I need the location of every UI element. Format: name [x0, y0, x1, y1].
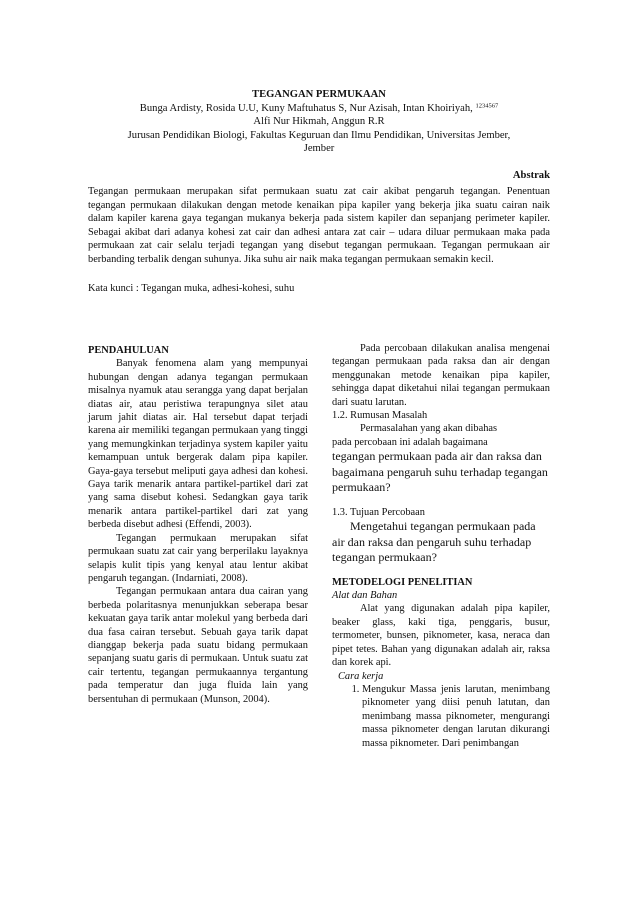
keywords: Kata kunci : Tegangan muka, adhesi-kohesi, suhu [88, 283, 295, 294]
subsection-heading-tujuan: 1.3. Tujuan Percobaan [332, 506, 425, 518]
paragraph: Mengetahui tegangan permukaan pada air dan raksa dan pengaruh suhu terhadap tegangan permukaan? [332, 519, 536, 565]
paper-header [88, 88, 550, 156]
subsection-heading-rumusan: 1.2. Rumusan Masalah [332, 410, 428, 422]
list-item: 1. Mengukur Massa jenis larutan, menimbang piknometer yang diisi penuh latutan, dan menimbang massa piknometer, mengurangi massa piknometer dengan larutan dikurangi massa piknometer. Dari penimbangan [362, 683, 550, 750]
paragraph: Banyak fenomena alam yang mempunyai hubungan dengan adanya tegangan permukaan misalnya nyamuk atau serangga yang dapat berjalan diatas air, atau peristiwa terapungnya silet atau jarum jahit diatas air. Hal tersebut dapat terjadi karena air memiliki tegangan permukaan yang tinggi yang memungkinkan terjadinya system kapiler yaitu kemampuan untuk bergerak dalam pipa kapiler. Gaya-gaya tersebut meliputi gaya adhesi dan kohesi. Gaya tarik menarik antara partikel-partikel dari zat yang sama disebut kohesi. Sedangkan gaya tarik menarik antara partikel-partikel dari zat yang berbeda disebut adhesi (Effendi, 2003). [88, 358, 308, 531]
paragraph: Pada percobaan dilakukan analisa mengenai tegangan permukaan pada raksa dan air dengan menggunakan metode kenaikan pipa kapiler, sehingga dapat diketahui nilai tegangan permukaan dari suatu larutan. [332, 343, 550, 408]
paragraph: pada percobaan ini adalah bagaimana [332, 436, 488, 448]
paragraph: Tegangan permukaan merupakan sifat permukaan suatu zat cair yang berperilaku layaknya selapis kulit tipis yang kenyal atau lentur akibat pengaruh tegangan. (Indarniati, 2008). [88, 532, 308, 584]
paragraph: Tegangan permukaan antara dua cairan yang berbeda polaritasnya menunjukkan seberapa besar kekuatan gaya tarik antar molekul yang berbeda dari dua fasa cairan tersebut. Sebuah gaya tarik dapat dianggap bekerja pada suatu bidang permukaan sepanjang suatu garis di permukaan. Untuk suatu zat cair tertentu, tegangan permukaannya tergantung pada temperatur dan juga fluida lain yang bersentuhan di permukaan (Munson, 2004). [88, 586, 308, 705]
authors-line-2: Alfi Nur Hikmah, Anggun R.R [253, 116, 385, 127]
abstract-text: Tegangan permukaan merupakan sifat permukaan suatu zat cair akibat pengaruh tegangan. Penentuan tegangan permukaan dilakukan dengan metode kenaikan pipa kapiler yang bekerja jika suatu cairan naik dalam kapiler karena gaya tegangan mukanya bekerja pada sistem kapiler dan sepanjang perimeter kapiler. Sebagai akibat dari adanya kohesi zat cair dan adhesi antara zat cair – udara diluar permukaan maka pada permukaan zat cair selalu terjadi tegangan yang disebut tegangan permukaan. Tegangan permukaan air berbanding terbalik dengan suhunya. Jika suhu air naik maka tegangan permukaan semakin kecil. [88, 186, 550, 265]
authors [88, 102, 550, 116]
right-column [332, 342, 550, 750]
section-heading-pendahuluan: PENDAHULUAN [88, 345, 169, 356]
affiliation-line-2: Jember [303, 143, 335, 154]
abstract-heading: Abstrak [512, 170, 550, 181]
left-column [88, 344, 308, 706]
paragraph: Alat yang digunakan adalah pipa kapiler, beaker glass, kaki tiga, penggaris, busur, termometer, bunsen, piknometer, kasa, neraca dan pipet tetes. Bahan yang digunakan adalah air, raksa dan korek api. [332, 603, 550, 669]
paragraph: tegangan permukaan pada air dan raksa dan bagaimana pengaruh suhu terhadap tegangan permukaan? [332, 449, 548, 495]
author-superscripts: 1234567 [475, 101, 499, 109]
section-heading-metodelogi: METODELOGI PENELITIAN [332, 576, 473, 588]
steps-list [332, 683, 550, 750]
affiliation-line-1: Jurusan Pendidikan Biologi, Fakultas Keguruan dan Ilmu Pendidikan, Universitas Jember, [127, 129, 511, 141]
paragraph: Permasalahan yang akan dibahas [360, 423, 498, 435]
subheading-alat-bahan: Alat dan Bahan [332, 590, 398, 602]
subheading-cara-kerja: Cara kerja [338, 670, 384, 682]
authors-line-1: Bunga Ardisty, Rosida U.U, Kuny Maftuhatus S, Nur Azisah, Intan Khoiriyah, [139, 102, 473, 114]
paper-title: TEGANGAN PERMUKAAN [252, 89, 386, 100]
